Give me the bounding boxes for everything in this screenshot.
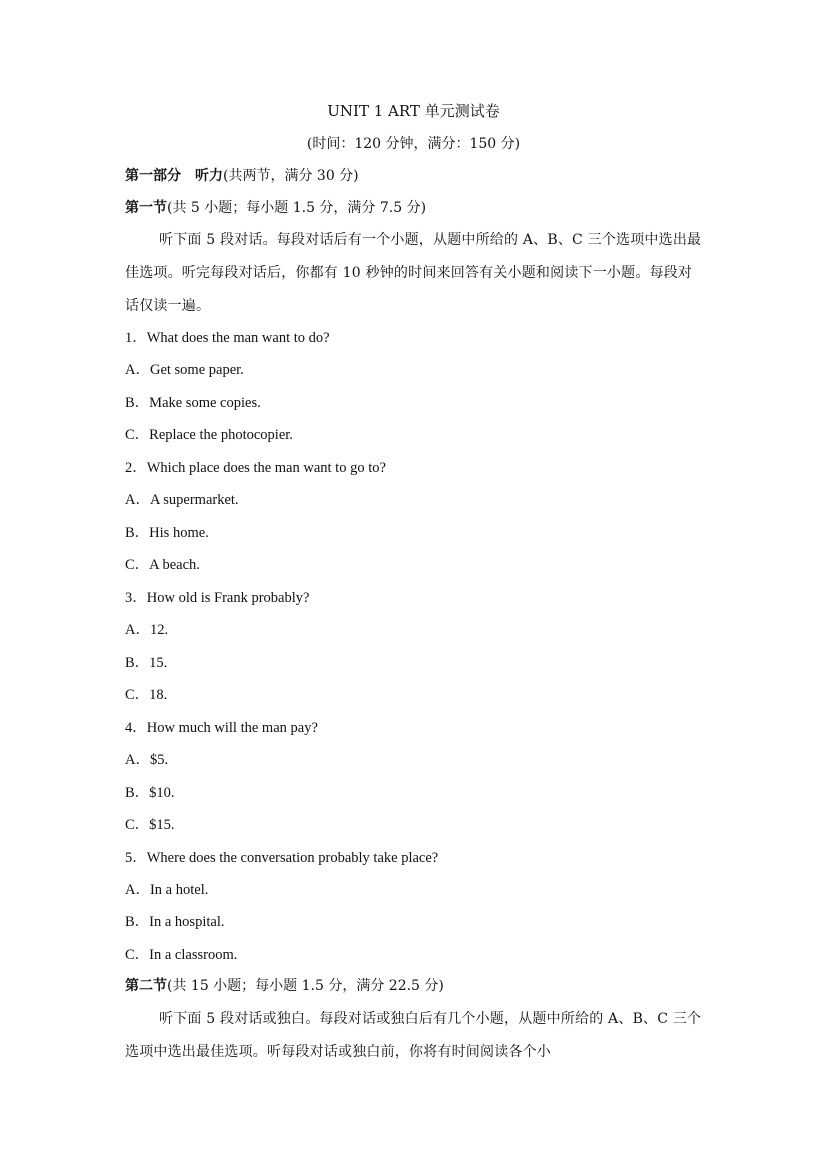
section1-heading-rest: (共 5 小题；每小题 1.5 分，满分 7.5 分) [167, 200, 427, 216]
question-4-option-a: A．$5. [125, 752, 169, 768]
part1-heading-rest: (共两节，满分 30 分) [223, 168, 359, 184]
question-1-option-b: B．Make some copies. [125, 395, 261, 411]
question-1-stem: 1．What does the man want to do? [125, 330, 330, 346]
question-1-option-a: A．Get some paper. [125, 362, 244, 378]
page-subtitle: (时间：120 分钟，满分：150 分) [306, 136, 521, 152]
part1-heading-bold: 第一部分 听力 [125, 168, 223, 184]
part1-heading [125, 165, 705, 187]
question-5-stem: 5．Where does the conversation probably take place? [125, 850, 439, 866]
section2-heading-rest: (共 15 小题；每小题 1.5 分，满分 22.5 分) [167, 978, 444, 994]
page-title: UNIT 1 ART 单元测试卷 [327, 102, 500, 120]
question-4-option-c: C．$15. [125, 817, 175, 833]
section1-heading [125, 197, 705, 219]
question-3-option-a: A．12. [125, 622, 169, 638]
question-3-stem: 3．How old is Frank probably? [125, 590, 310, 606]
question-5-option-a: A．In a hotel. [125, 882, 209, 898]
section1-heading-bold: 第一节 [125, 200, 167, 216]
question-2-stem: 2．Which place does the man want to go to? [125, 460, 386, 476]
question-3-option-c: C．18. [125, 687, 168, 703]
question-1-option-c: C．Replace the photocopier. [125, 427, 293, 443]
section1-instructions: 听下面 5 段对话。每段对话后有一个小题，从题中所给的 A、B、C 三个选项中选出最佳选项。听完每段对话后，你都有 10 秒钟的时间来回答有关小题和阅读下一小题。每段对话仅读一遍。 [125, 232, 702, 314]
section2-instructions: 听下面 5 段对话或独白。每段对话或独白后有几个小题，从题中所给的 A、B、C 三个选项中选出最佳选项。听每段对话或独白前，你将有时间阅读各个小 [125, 1011, 702, 1060]
question-2-option-b: B．His home. [125, 525, 209, 541]
section2-heading-bold: 第二节 [125, 978, 167, 994]
question-4-option-b: B．$10. [125, 785, 175, 801]
question-2-option-c: C．A beach. [125, 557, 200, 573]
question-4-stem: 4．How much will the man pay? [125, 720, 318, 736]
question-3-option-b: B．15. [125, 655, 168, 671]
question-2-option-a: A．A supermarket. [125, 492, 239, 508]
question-5-option-c: C．In a classroom. [125, 947, 238, 963]
question-5-option-b: B．In a hospital. [125, 914, 225, 930]
section2-heading [125, 975, 705, 997]
